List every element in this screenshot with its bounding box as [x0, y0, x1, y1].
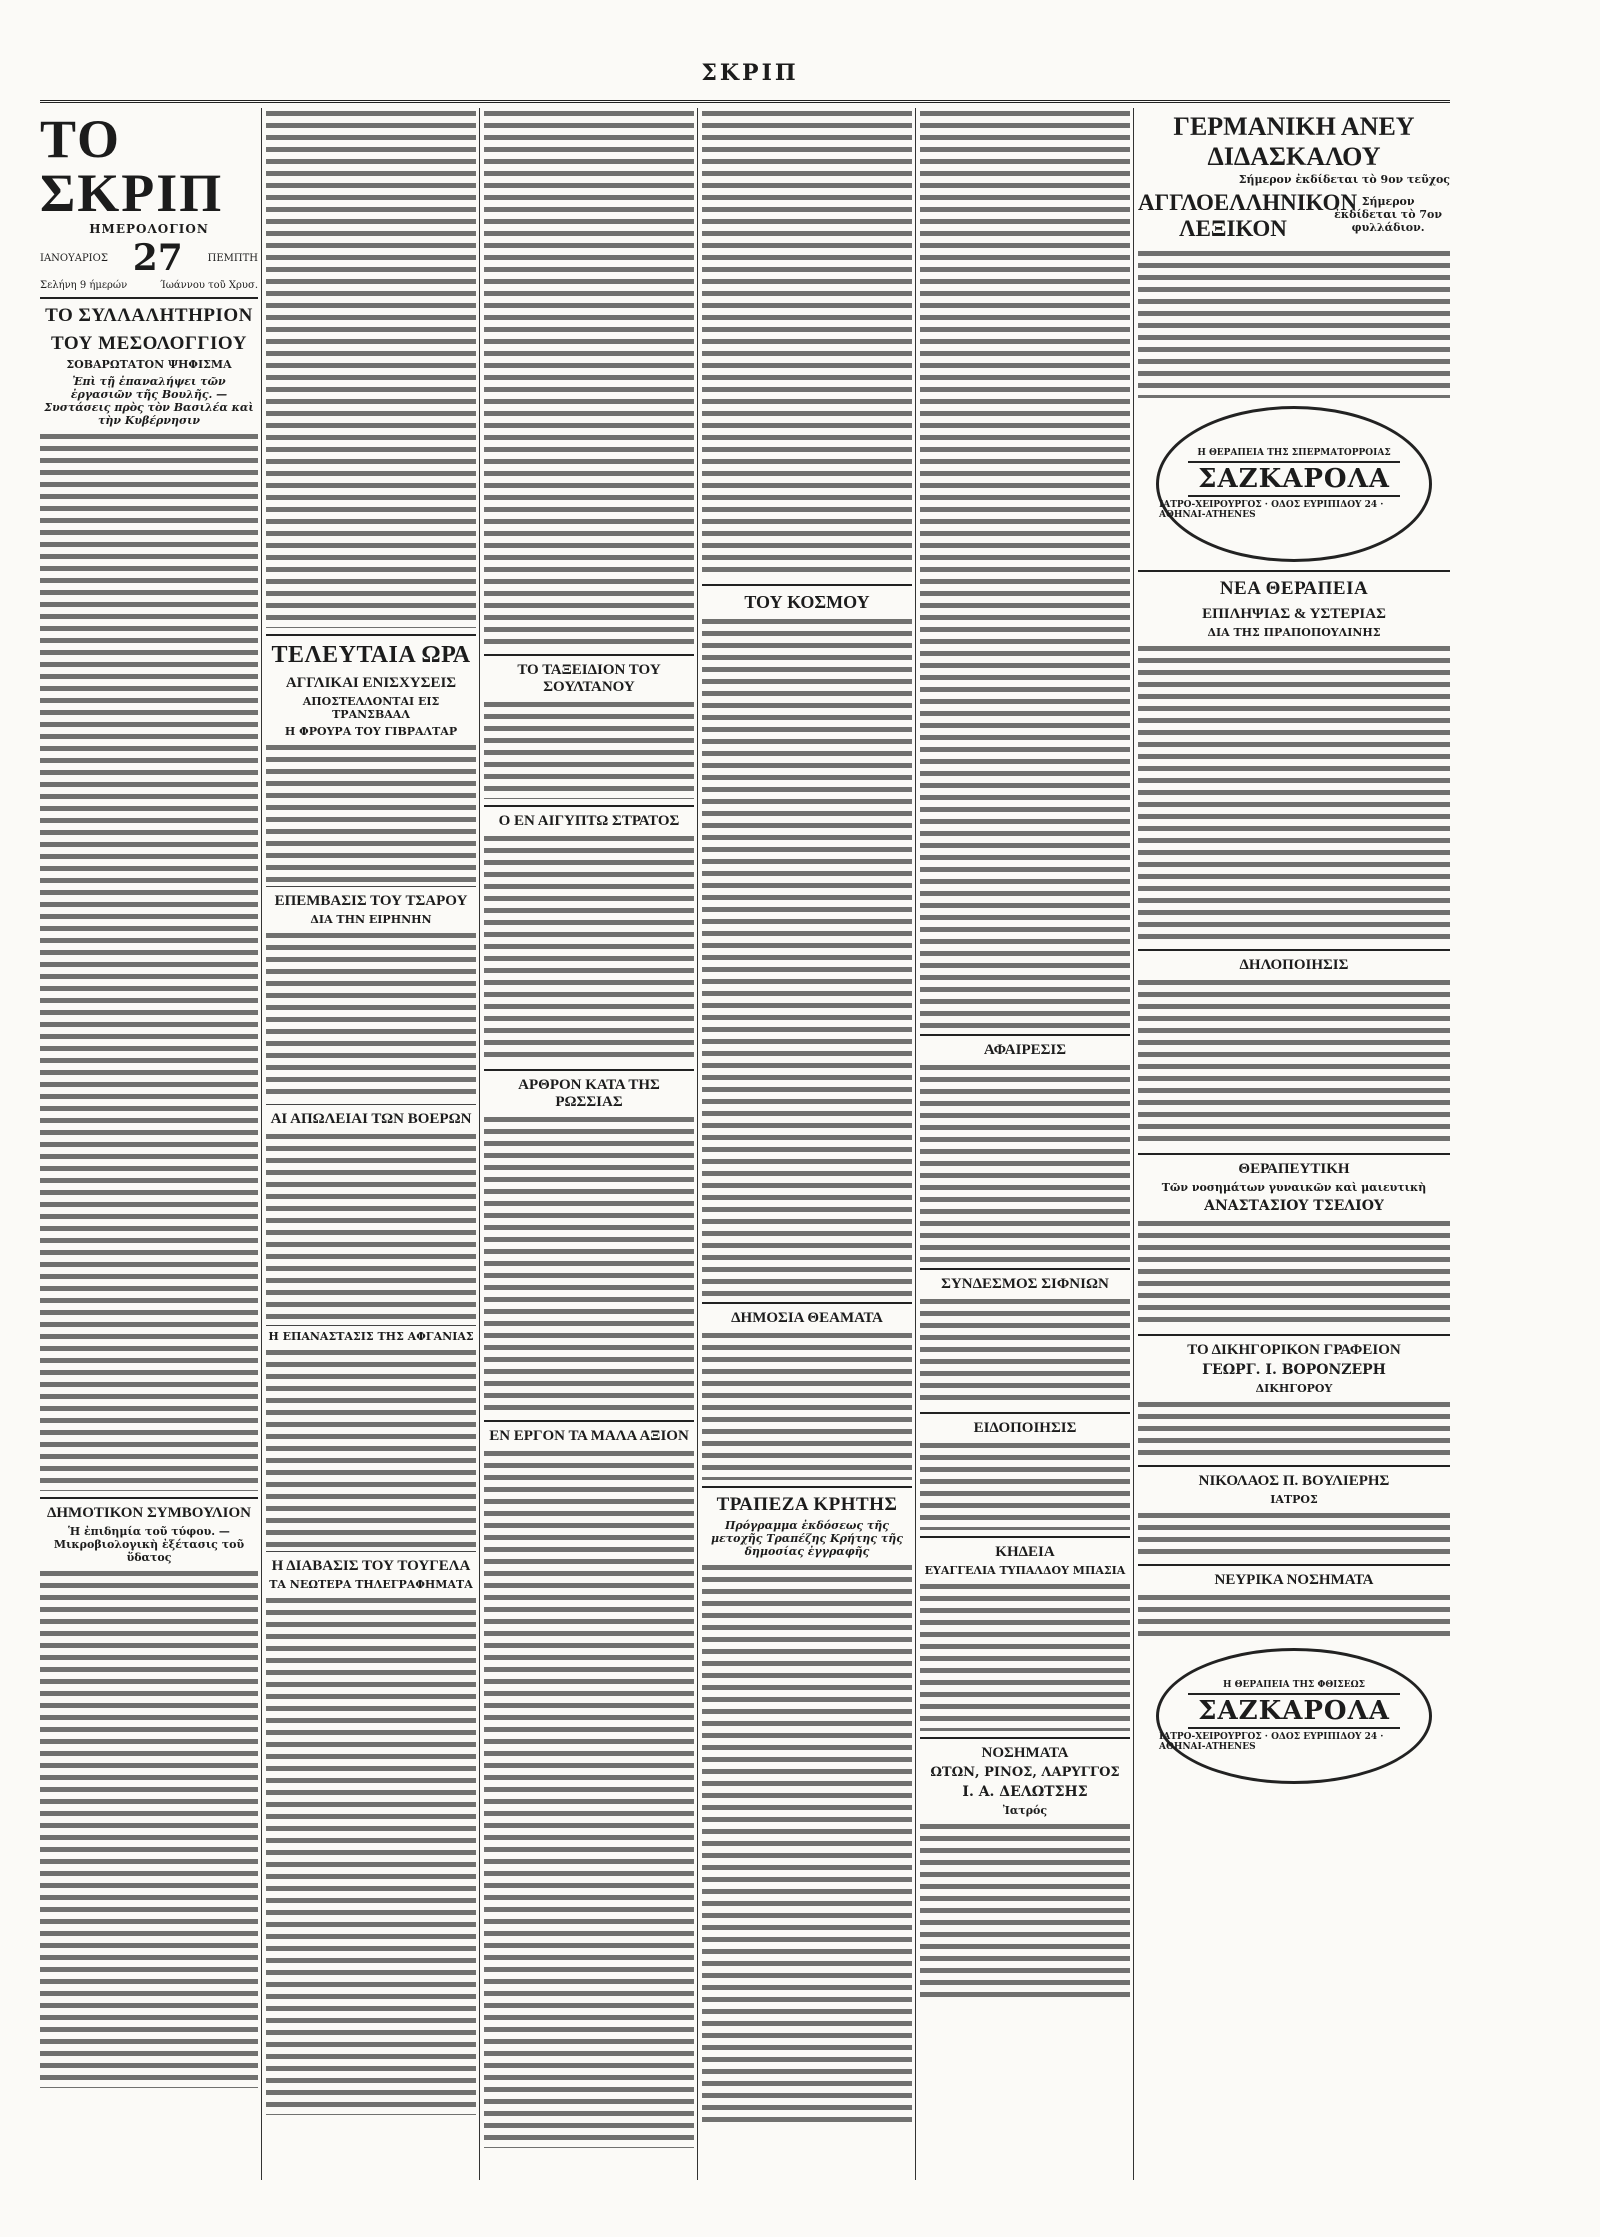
article-body — [266, 108, 476, 628]
article-headline: ΤΡΑΠΕΖΑ ΚΡΗΤΗΣ — [716, 1494, 898, 1515]
ad-body — [1138, 1399, 1450, 1459]
article-headline: Ο ΕΝ ΑΙΓΥΠΤΩ ΣΤΡΑΤΟΣ — [498, 813, 680, 829]
ad-headline: ΝΕΥΡΙΚΑ ΝΟΣΗΜΑΤΑ — [1214, 1572, 1374, 1588]
article-body — [702, 108, 912, 578]
column-5 — [920, 108, 1130, 2180]
article-body — [484, 108, 694, 648]
ad-body — [1138, 977, 1450, 1147]
ad-headline: ΘΕΡΑΠΕΥΤΙΚΗ — [1238, 1161, 1350, 1177]
article-deck: Ἐπὶ τῇ ἐπαναλήψει τῶν ἐργασιῶν τῆς Βουλῆς. — Συστάσεις πρὸς τὸν Βασιλέα καὶ τὴν Κυβέρνησιν — [44, 375, 254, 427]
masthead-title: ΣΚΡΙΠ — [701, 60, 799, 86]
article-headline: ΚΗΔΕΙΑ — [995, 1544, 1055, 1560]
divider — [1138, 1465, 1450, 1467]
newspaper-logo: ΤΟ ΣΚΡΙΠ — [40, 109, 224, 223]
article-headline: ΤΟΥ ΚΟΣΜΟΥ — [744, 592, 870, 612]
date-block — [40, 237, 258, 279]
column-2 — [266, 108, 476, 2180]
ad-subhead: Σήμερον ἐκδίδεται τὸ 9ον τεῦχος — [1238, 173, 1450, 186]
article-headline: ΔΗΜΟΣΙΑ ΘΕΑΜΑΤΑ — [731, 1310, 883, 1326]
column-divider — [915, 108, 916, 2180]
ad-name: Ι. Α. ΔΕΛΩΤΣΗΣ — [962, 1784, 1088, 1800]
article-body — [702, 616, 912, 1296]
column-1 — [40, 108, 258, 2180]
article-headline: ΣΥΝΔΕΣΜΟΣ ΣΙΦΝΙΩΝ — [941, 1276, 1109, 1292]
article-subhead: ΣΟΒΑΡΩΤΑΤΟΝ ΨΗΦΙΣΜΑ — [66, 358, 232, 371]
date-sub — [40, 280, 258, 291]
divider — [702, 1302, 912, 1304]
article-headline: ΑΙ ΑΠΩΛΕΙΑΙ ΤΩΝ ΒΟΕΡΩΝ — [270, 1111, 472, 1127]
column-divider — [1133, 108, 1134, 2180]
article-headline: ΕΝ ΕΡΓΟΝ ΤΑ ΜΑΛΑ ΑΞΙΟΝ — [489, 1428, 689, 1444]
ad-body — [1138, 1510, 1450, 1558]
ad-subhead: ΔΙΑ ΤΗΣ ΠΡΑΠΟΠΟΥΛΙΝΗΣ — [1207, 626, 1381, 639]
newspaper-page — [40, 60, 1450, 2180]
article-subhead: ΑΠΟΣΤΕΛΛΟΝΤΑΙ ΕΙΣ ΤΡΑΝΣΒΑΑΛ — [302, 695, 440, 721]
article-headline: ΤΟ ΣΥΛΛΑΛΗΤΗΡΙΟΝ — [45, 305, 253, 326]
article-body — [484, 1448, 694, 2148]
column-4 — [702, 108, 912, 2180]
ad-subhead: ΔΙΚΗΓΟΡΟΥ — [1255, 1382, 1333, 1395]
ad-headline: ΝΟΣΗΜΑΤΑ — [981, 1745, 1069, 1761]
ad-body — [1138, 643, 1450, 943]
article-subhead: Η ΦΡΟΥΡΑ ΤΟΥ ΓΙΒΡΑΛΤΑΡ — [284, 725, 458, 738]
article-headline: Η ΕΠΑΝΑΣΤΑΣΙΣ ΤΗΣ ΑΦΓΑΝΙΑΣ — [268, 1330, 474, 1343]
divider — [40, 1497, 258, 1499]
ad-headline: ΝΙΚΟΛΑΟΣ Π. ΒΟΥΛΙΕΡΗΣ — [1198, 1473, 1390, 1489]
article-body — [266, 1347, 476, 1547]
ad-body — [1138, 248, 1450, 398]
column-divider — [479, 108, 480, 2180]
seal-caption: Η ΘΕΡΑΠΕΙΑ ΤΗΣ ΣΠΕΡΜΑΤΟΡΡΟΙΑΣ — [1197, 448, 1391, 458]
article-body — [484, 699, 694, 799]
divider — [1138, 1153, 1450, 1155]
ad-subhead: Σήμερον ἐκδίδεται τὸ 7ον φυλλάδιον. — [1334, 195, 1442, 234]
ad-subhead: ΩΤΩΝ, ΡΙΝΟΣ, ΛΑΡΥΓΓΟΣ — [930, 1765, 1120, 1780]
article-body — [920, 1296, 1130, 1406]
seal-address: ΙΑΤΡΟ-ΧΕΙΡΟΥΡΓΟΣ · ΟΔΟΣ ΕΥΡΙΠΙΔΟΥ 24 · ΑΘΗΝΑΙ-ATHENES — [1159, 1732, 1384, 1752]
ad-body — [920, 1821, 1130, 2001]
article-deck: Ἡ ἐπιδημία τοῦ τύφου. — Μικροβιολογικὴ ἐξέτασις τοῦ ὕδατος — [53, 1525, 245, 1564]
divider — [702, 1486, 912, 1488]
month: ΙΑΝΟΥΑΡΙΟΣ — [40, 252, 108, 264]
divider — [702, 584, 912, 586]
article-body — [702, 1330, 912, 1480]
divider — [40, 297, 258, 299]
column-divider — [261, 108, 262, 2180]
divider — [484, 1069, 694, 1071]
column-3 — [484, 108, 694, 2180]
ad-headline: ΕΠΙΛΗΨΙΑΣ & ΥΣΤΕΡΙΑΣ — [1202, 606, 1386, 622]
article-headline: ΔΗΜΟΤΙΚΟΝ ΣΥΜΒΟΥΛΙΟΝ — [46, 1505, 251, 1521]
article-body — [484, 1114, 694, 1414]
ad-name: ΑΝΑΣΤΑΣΙΟΥ ΤΣΕΛΙΟΥ — [1204, 1198, 1384, 1214]
ad-body — [1138, 1592, 1450, 1640]
article-body — [920, 108, 1130, 1028]
ad-body — [1138, 1218, 1450, 1328]
ad-headline: ΓΕΡΜΑΝΙΚΗ ΑΝΕΥ ΔΙΔΑΣΚΑΛΟΥ — [1173, 112, 1415, 171]
article-deck: Πρόγραμμα ἐκδόσεως τῆς μετοχῆς Τραπέζης Κρήτης τῆς δημοσίας ἐγγραφῆς — [711, 1519, 903, 1558]
ad-subhead: Τῶν νοσημάτων γυναικῶν καὶ μαιευτικὴ — [1161, 1181, 1427, 1194]
article-body — [920, 1440, 1130, 1530]
column-6 — [1138, 108, 1450, 2180]
article-body — [702, 1562, 912, 2122]
article-subhead: ΔΙΑ ΤΗΝ ΕΙΡΗΝΗΝ — [310, 913, 432, 926]
divider — [920, 1536, 1130, 1538]
article-headline: ΤΕΛΕΥΤΑΙΑ ΩΡΑ — [271, 642, 471, 668]
masthead — [40, 60, 1450, 103]
article-subhead: ΕΥΑΓΓΕΛΙΑ ΤΥΠΑΛΔΟΥ ΜΠΑΣΙΑ — [924, 1564, 1126, 1577]
ad-headline: ΤΟ ΔΙΚΗΓΟΡΙΚΟΝ ΓΡΑΦΕΙΟΝ — [1187, 1342, 1401, 1358]
ad-headline: ΝΕΑ ΘΕΡΑΠΕΙΑ — [1219, 578, 1369, 599]
ad-headline: ΑΓΓΛΟΕΛΛΗΝΙΚΟΝ ΛΕΞΙΚΟΝ — [1138, 190, 1358, 241]
divider — [1138, 570, 1450, 572]
ad-subhead: ΙΑΤΡΟΣ — [1270, 1493, 1318, 1506]
article-headline: ΤΟ ΤΑΞΕΙΔΙΟΝ ΤΟΥ ΣΟΥΛΤΑΝΟΥ — [517, 662, 661, 695]
column-divider — [697, 108, 698, 2180]
article-headline: ΕΙΔΟΠΟΙΗΣΙΣ — [973, 1420, 1077, 1436]
article-body — [266, 930, 476, 1100]
divider — [920, 1268, 1130, 1270]
article-headline: ΑΓΓΛΙΚΑΙ ΕΝΙΣΧΥΣΕΙΣ — [285, 675, 457, 691]
moon-phase: Σελήνη 9 ήμερών — [40, 280, 128, 291]
divider — [484, 805, 694, 807]
weekday: ΠΕΜΠΤΗ — [207, 252, 258, 264]
divider — [484, 1420, 694, 1422]
divider — [1138, 1334, 1450, 1336]
divider — [1138, 1564, 1450, 1566]
article-headline: ΑΦΑΙΡΕΣΙΣ — [983, 1042, 1067, 1058]
seal-caption: Η ΘΕΡΑΠΕΙΑ ΤΗΣ ΦΘΙΣΕΩΣ — [1223, 1680, 1365, 1690]
seal-address: ΙΑΤΡΟ-ΧΕΙΡΟΥΡΓΟΣ · ΟΔΟΣ ΕΥΡΙΠΙΔΟΥ 24 · ΑΘΗΝΑΙ-ATHENES — [1159, 500, 1384, 520]
divider — [920, 1737, 1130, 1739]
advertisement-seal — [1156, 406, 1432, 562]
saint-day: Ίωάννου τοῦ Χρυσ. — [160, 280, 258, 291]
calendar-heading: ΗΜΕΡΟΛΟΓΙΟΝ — [89, 222, 209, 236]
article-headline: Η ΔΙΑΒΑΣΙΣ ΤΟΥ ΤΟΥΓΕΛΑ — [271, 1558, 471, 1574]
divider — [920, 1034, 1130, 1036]
article-body — [484, 833, 694, 1063]
ad-title: Ἰατρός — [1002, 1804, 1048, 1817]
divider — [1138, 949, 1450, 951]
divider — [920, 1412, 1130, 1414]
article-body — [920, 1062, 1130, 1262]
day-number: 27 — [132, 237, 183, 279]
advertisement-seal — [1156, 1648, 1432, 1784]
divider — [266, 634, 476, 636]
seal-name: ΣΑΖΚΑΡΟΛΑ — [1188, 461, 1400, 497]
divider — [484, 654, 694, 656]
article-body — [266, 1131, 476, 1321]
article-headline: ΤΟΥ ΜΕΣΟΛΟΓΓΙΟΥ — [51, 333, 247, 354]
article-body — [266, 742, 476, 882]
article-body — [40, 431, 258, 1491]
article-headline: ΑΡΘΡΟΝ ΚΑΤΑ ΤΗΣ ΡΩΣΣΙΑΣ — [518, 1077, 660, 1110]
ad-headline: ΔΗΛΟΠΟΙΗΣΙΣ — [1239, 957, 1349, 973]
article-headline: ΕΠΕΜΒΑΣΙΣ ΤΟΥ ΤΣΑΡΟΥ — [274, 893, 468, 909]
seal-name: ΣΑΖΚΑΡΟΛΑ — [1188, 1693, 1400, 1729]
article-subhead: ΤΑ ΝΕΩΤΕΡΑ ΤΗΛΕΓΡΑΦΗΜΑΤΑ — [269, 1578, 473, 1591]
article-body — [40, 1568, 258, 2088]
article-body — [266, 1595, 476, 2115]
article-body — [920, 1581, 1130, 1731]
ad-name: ΓΕΩΡΓ. Ι. ΒΟΡΟΝΖΕΡΗ — [1202, 1362, 1386, 1378]
